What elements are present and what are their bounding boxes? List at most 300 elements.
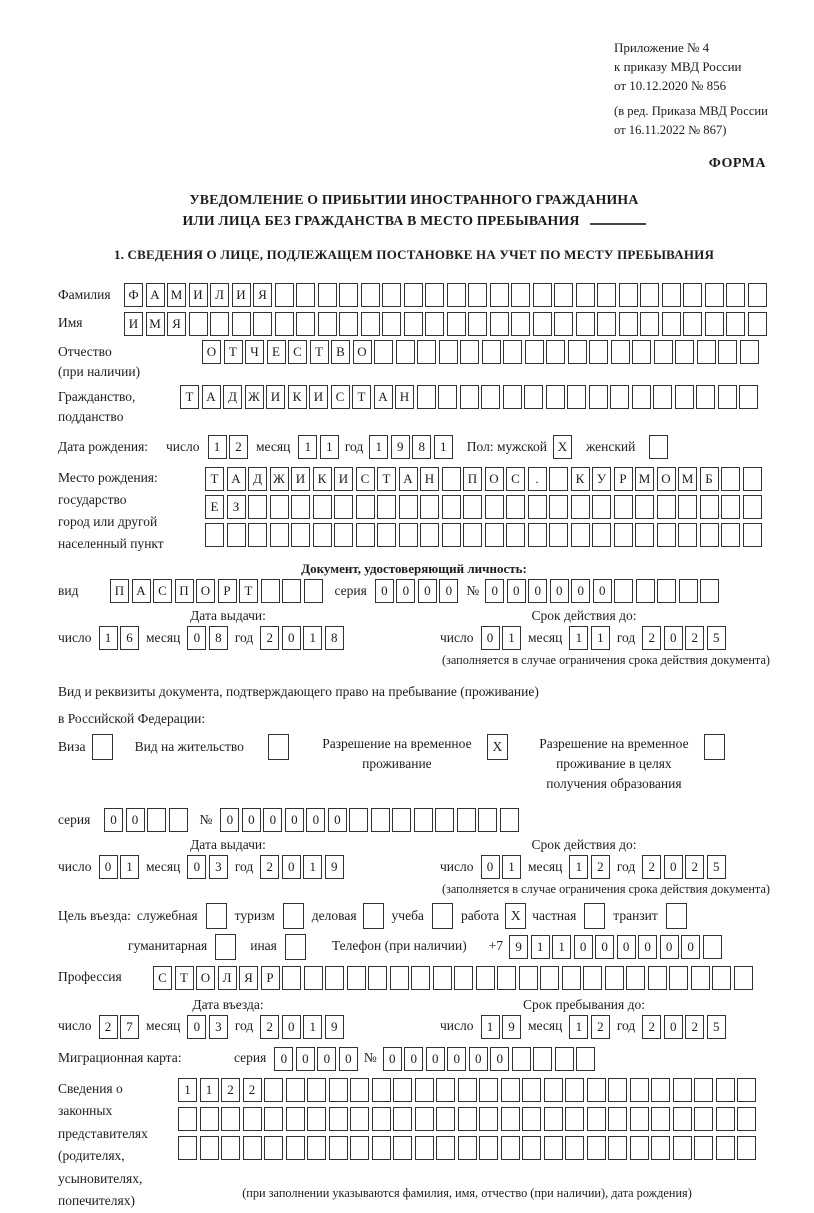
- sex-male-checkbox[interactable]: X: [553, 435, 572, 459]
- char-box[interactable]: П: [463, 467, 482, 491]
- char-box[interactable]: И: [309, 385, 328, 409]
- char-box[interactable]: Т: [224, 340, 243, 364]
- char-box[interactable]: 0: [664, 855, 683, 879]
- char-box[interactable]: [479, 1136, 498, 1160]
- char-box[interactable]: [417, 385, 436, 409]
- char-box[interactable]: 0: [418, 579, 437, 603]
- char-box[interactable]: [458, 1078, 477, 1102]
- char-box[interactable]: 2: [243, 1078, 262, 1102]
- char-box[interactable]: [675, 340, 694, 364]
- char-box[interactable]: [329, 1136, 348, 1160]
- char-box[interactable]: [587, 1136, 606, 1160]
- char-box[interactable]: [253, 312, 272, 336]
- char-box[interactable]: [619, 283, 638, 307]
- char-box[interactable]: [712, 966, 731, 990]
- char-box[interactable]: [522, 1078, 541, 1102]
- char-box[interactable]: [414, 808, 433, 832]
- char-box[interactable]: 1: [303, 1015, 322, 1039]
- char-box[interactable]: 3: [209, 855, 228, 879]
- char-box[interactable]: [282, 579, 301, 603]
- char-box[interactable]: [371, 808, 390, 832]
- char-box[interactable]: Е: [267, 340, 286, 364]
- char-box[interactable]: [442, 467, 461, 491]
- char-box[interactable]: 8: [412, 435, 431, 459]
- char-box[interactable]: [361, 283, 380, 307]
- char-box[interactable]: [522, 1136, 541, 1160]
- char-box[interactable]: [519, 966, 538, 990]
- char-box[interactable]: П: [110, 579, 129, 603]
- char-box[interactable]: [377, 495, 396, 519]
- char-box[interactable]: [350, 1136, 369, 1160]
- char-box[interactable]: [356, 523, 375, 547]
- char-box[interactable]: [415, 1136, 434, 1160]
- char-box[interactable]: 1: [481, 1015, 500, 1039]
- char-box[interactable]: Т: [239, 579, 258, 603]
- char-box[interactable]: 1: [552, 935, 571, 959]
- char-box[interactable]: [700, 495, 719, 519]
- char-box[interactable]: [718, 385, 737, 409]
- char-box[interactable]: [460, 340, 479, 364]
- char-box[interactable]: Я: [239, 966, 258, 990]
- char-box[interactable]: 0: [306, 808, 325, 832]
- char-box[interactable]: 2: [260, 855, 279, 879]
- char-box[interactable]: [349, 808, 368, 832]
- char-box[interactable]: [227, 523, 246, 547]
- char-box[interactable]: [549, 523, 568, 547]
- char-box[interactable]: Т: [377, 467, 396, 491]
- char-box[interactable]: [221, 1136, 240, 1160]
- char-box[interactable]: 0: [426, 1047, 445, 1071]
- char-box[interactable]: [447, 283, 466, 307]
- char-box[interactable]: [372, 1107, 391, 1131]
- char-box[interactable]: [481, 385, 500, 409]
- char-box[interactable]: [524, 385, 543, 409]
- char-box[interactable]: 1: [120, 855, 139, 879]
- char-box[interactable]: [528, 495, 547, 519]
- char-box[interactable]: [576, 312, 595, 336]
- char-box[interactable]: [635, 495, 654, 519]
- char-box[interactable]: 3: [209, 1015, 228, 1039]
- char-box[interactable]: Р: [261, 966, 280, 990]
- char-box[interactable]: [694, 1078, 713, 1102]
- char-box[interactable]: [619, 312, 638, 336]
- char-box[interactable]: 9: [325, 855, 344, 879]
- char-box[interactable]: [635, 523, 654, 547]
- char-box[interactable]: 0: [664, 626, 683, 650]
- char-box[interactable]: Б: [700, 467, 719, 491]
- char-box[interactable]: 0: [469, 1047, 488, 1071]
- char-box[interactable]: 9: [391, 435, 410, 459]
- char-box[interactable]: 1: [178, 1078, 197, 1102]
- char-box[interactable]: [511, 312, 530, 336]
- char-box[interactable]: 9: [509, 935, 528, 959]
- char-box[interactable]: [726, 283, 745, 307]
- char-box[interactable]: [350, 1078, 369, 1102]
- char-box[interactable]: М: [635, 467, 654, 491]
- char-box[interactable]: [329, 1078, 348, 1102]
- char-box[interactable]: 2: [591, 855, 610, 879]
- char-box[interactable]: Р: [218, 579, 237, 603]
- char-box[interactable]: [393, 1107, 412, 1131]
- char-box[interactable]: З: [227, 495, 246, 519]
- char-box[interactable]: [500, 808, 519, 832]
- char-box[interactable]: [565, 1107, 584, 1131]
- char-box[interactable]: [270, 523, 289, 547]
- char-box[interactable]: [296, 283, 315, 307]
- char-box[interactable]: 5: [707, 626, 726, 650]
- char-box[interactable]: [630, 1136, 649, 1160]
- char-box[interactable]: [571, 523, 590, 547]
- char-box[interactable]: [382, 283, 401, 307]
- char-box[interactable]: [533, 312, 552, 336]
- char-box[interactable]: [592, 495, 611, 519]
- char-box[interactable]: Д: [248, 467, 267, 491]
- char-box[interactable]: [651, 1078, 670, 1102]
- residence-permit-checkbox[interactable]: [268, 734, 289, 760]
- char-box[interactable]: [544, 1107, 563, 1131]
- char-box[interactable]: [703, 935, 722, 959]
- char-box[interactable]: 2: [221, 1078, 240, 1102]
- char-box[interactable]: [248, 523, 267, 547]
- char-box[interactable]: [286, 1078, 305, 1102]
- char-box[interactable]: [614, 579, 633, 603]
- char-box[interactable]: 7: [120, 1015, 139, 1039]
- char-box[interactable]: О: [196, 966, 215, 990]
- char-box[interactable]: [200, 1136, 219, 1160]
- char-box[interactable]: [232, 312, 251, 336]
- char-box[interactable]: В: [331, 340, 350, 364]
- char-box[interactable]: [325, 966, 344, 990]
- char-box[interactable]: И: [266, 385, 285, 409]
- char-box[interactable]: Т: [180, 385, 199, 409]
- char-box[interactable]: 2: [685, 855, 704, 879]
- char-box[interactable]: [567, 385, 586, 409]
- char-box[interactable]: 1: [303, 626, 322, 650]
- char-box[interactable]: У: [592, 467, 611, 491]
- char-box[interactable]: 2: [229, 435, 248, 459]
- char-box[interactable]: [490, 312, 509, 336]
- char-box[interactable]: К: [288, 385, 307, 409]
- char-box[interactable]: 0: [593, 579, 612, 603]
- char-box[interactable]: [417, 340, 436, 364]
- char-box[interactable]: 0: [485, 579, 504, 603]
- char-box[interactable]: И: [232, 283, 251, 307]
- char-box[interactable]: И: [189, 283, 208, 307]
- char-box[interactable]: 0: [282, 626, 301, 650]
- char-box[interactable]: [411, 966, 430, 990]
- char-box[interactable]: [614, 495, 633, 519]
- char-box[interactable]: Т: [352, 385, 371, 409]
- char-box[interactable]: 2: [591, 1015, 610, 1039]
- char-box[interactable]: [178, 1136, 197, 1160]
- char-box[interactable]: [611, 340, 630, 364]
- char-box[interactable]: 0: [404, 1047, 423, 1071]
- char-box[interactable]: [739, 385, 758, 409]
- char-box[interactable]: Е: [205, 495, 224, 519]
- char-box[interactable]: [697, 340, 716, 364]
- char-box[interactable]: [482, 340, 501, 364]
- char-box[interactable]: [460, 385, 479, 409]
- char-box[interactable]: [286, 1136, 305, 1160]
- char-box[interactable]: [576, 1047, 595, 1071]
- char-box[interactable]: 0: [396, 579, 415, 603]
- purpose-transit-checkbox[interactable]: [666, 903, 687, 929]
- char-box[interactable]: [512, 1047, 531, 1071]
- char-box[interactable]: [458, 1136, 477, 1160]
- char-box[interactable]: [501, 1107, 520, 1131]
- char-box[interactable]: [608, 1107, 627, 1131]
- char-box[interactable]: О: [657, 467, 676, 491]
- char-box[interactable]: 2: [642, 855, 661, 879]
- char-box[interactable]: [691, 966, 710, 990]
- char-box[interactable]: [291, 523, 310, 547]
- char-box[interactable]: [425, 283, 444, 307]
- char-box[interactable]: Н: [420, 467, 439, 491]
- char-box[interactable]: Я: [167, 312, 186, 336]
- char-box[interactable]: [264, 1078, 283, 1102]
- char-box[interactable]: [694, 1136, 713, 1160]
- char-box[interactable]: [721, 495, 740, 519]
- char-box[interactable]: О: [353, 340, 372, 364]
- char-box[interactable]: [716, 1136, 735, 1160]
- char-box[interactable]: 0: [681, 935, 700, 959]
- char-box[interactable]: [678, 523, 697, 547]
- char-box[interactable]: [243, 1107, 262, 1131]
- char-box[interactable]: С: [506, 467, 525, 491]
- char-box[interactable]: [339, 283, 358, 307]
- char-box[interactable]: 0: [104, 808, 123, 832]
- char-box[interactable]: [503, 385, 522, 409]
- char-box[interactable]: 1: [502, 626, 521, 650]
- char-box[interactable]: [587, 1107, 606, 1131]
- purpose-humanitarian-checkbox[interactable]: [215, 934, 236, 960]
- char-box[interactable]: С: [288, 340, 307, 364]
- char-box[interactable]: [597, 312, 616, 336]
- char-box[interactable]: 0: [383, 1047, 402, 1071]
- char-box[interactable]: [392, 808, 411, 832]
- char-box[interactable]: 1: [569, 626, 588, 650]
- char-box[interactable]: [587, 1078, 606, 1102]
- char-box[interactable]: 5: [707, 855, 726, 879]
- char-box[interactable]: [334, 523, 353, 547]
- char-box[interactable]: [318, 312, 337, 336]
- char-box[interactable]: [568, 340, 587, 364]
- temp-residence-education-checkbox[interactable]: [704, 734, 725, 760]
- char-box[interactable]: 0: [571, 579, 590, 603]
- char-box[interactable]: [329, 1107, 348, 1131]
- char-box[interactable]: Ч: [245, 340, 264, 364]
- char-box[interactable]: 1: [320, 435, 339, 459]
- char-box[interactable]: [576, 283, 595, 307]
- char-box[interactable]: 1: [434, 435, 453, 459]
- char-box[interactable]: [433, 966, 452, 990]
- char-box[interactable]: С: [153, 966, 172, 990]
- char-box[interactable]: [264, 1136, 283, 1160]
- char-box[interactable]: [169, 808, 188, 832]
- char-box[interactable]: [506, 523, 525, 547]
- char-box[interactable]: 0: [242, 808, 261, 832]
- char-box[interactable]: [669, 966, 688, 990]
- char-box[interactable]: [501, 1136, 520, 1160]
- char-box[interactable]: [261, 579, 280, 603]
- char-box[interactable]: [350, 1107, 369, 1131]
- char-box[interactable]: [438, 385, 457, 409]
- char-box[interactable]: [705, 312, 724, 336]
- char-box[interactable]: [726, 312, 745, 336]
- char-box[interactable]: [533, 1047, 552, 1071]
- char-box[interactable]: 1: [369, 435, 388, 459]
- char-box[interactable]: [404, 283, 423, 307]
- char-box[interactable]: 0: [660, 935, 679, 959]
- char-box[interactable]: [657, 579, 676, 603]
- char-box[interactable]: [511, 283, 530, 307]
- char-box[interactable]: 0: [574, 935, 593, 959]
- char-box[interactable]: 2: [260, 1015, 279, 1039]
- char-box[interactable]: 0: [595, 935, 614, 959]
- char-box[interactable]: [683, 312, 702, 336]
- char-box[interactable]: [546, 385, 565, 409]
- char-box[interactable]: [546, 340, 565, 364]
- purpose-official-checkbox[interactable]: [206, 903, 227, 929]
- char-box[interactable]: [468, 283, 487, 307]
- char-box[interactable]: 2: [685, 626, 704, 650]
- char-box[interactable]: [562, 966, 581, 990]
- char-box[interactable]: [478, 808, 497, 832]
- char-box[interactable]: 1: [531, 935, 550, 959]
- char-box[interactable]: 0: [507, 579, 526, 603]
- char-box[interactable]: [334, 495, 353, 519]
- char-box[interactable]: [716, 1107, 735, 1131]
- char-box[interactable]: С: [153, 579, 172, 603]
- char-box[interactable]: [544, 1078, 563, 1102]
- char-box[interactable]: [436, 1078, 455, 1102]
- char-box[interactable]: 0: [274, 1047, 293, 1071]
- char-box[interactable]: [610, 385, 629, 409]
- char-box[interactable]: [415, 1078, 434, 1102]
- char-box[interactable]: [608, 1078, 627, 1102]
- char-box[interactable]: [737, 1078, 756, 1102]
- char-box[interactable]: [393, 1136, 412, 1160]
- char-box[interactable]: [458, 1107, 477, 1131]
- char-box[interactable]: 1: [208, 435, 227, 459]
- purpose-study-checkbox[interactable]: [432, 903, 453, 929]
- char-box[interactable]: А: [146, 283, 165, 307]
- char-box[interactable]: [544, 1136, 563, 1160]
- char-box[interactable]: [748, 283, 767, 307]
- char-box[interactable]: 0: [490, 1047, 509, 1071]
- char-box[interactable]: Т: [175, 966, 194, 990]
- char-box[interactable]: [393, 1078, 412, 1102]
- char-box[interactable]: [318, 283, 337, 307]
- char-box[interactable]: И: [291, 467, 310, 491]
- char-box[interactable]: [662, 312, 681, 336]
- char-box[interactable]: 8: [209, 626, 228, 650]
- char-box[interactable]: С: [331, 385, 350, 409]
- char-box[interactable]: [589, 340, 608, 364]
- char-box[interactable]: 0: [282, 855, 301, 879]
- char-box[interactable]: 0: [528, 579, 547, 603]
- char-box[interactable]: [361, 312, 380, 336]
- char-box[interactable]: [339, 312, 358, 336]
- char-box[interactable]: Н: [395, 385, 414, 409]
- char-box[interactable]: [347, 966, 366, 990]
- char-box[interactable]: [565, 1078, 584, 1102]
- char-box[interactable]: Т: [310, 340, 329, 364]
- char-box[interactable]: [632, 340, 651, 364]
- char-box[interactable]: [673, 1107, 692, 1131]
- char-box[interactable]: [743, 467, 762, 491]
- char-box[interactable]: [673, 1078, 692, 1102]
- char-box[interactable]: [675, 385, 694, 409]
- char-box[interactable]: [630, 1078, 649, 1102]
- char-box[interactable]: [485, 495, 504, 519]
- char-box[interactable]: [743, 495, 762, 519]
- char-box[interactable]: [296, 312, 315, 336]
- char-box[interactable]: Ж: [270, 467, 289, 491]
- char-box[interactable]: А: [202, 385, 221, 409]
- char-box[interactable]: [447, 312, 466, 336]
- char-box[interactable]: [442, 495, 461, 519]
- char-box[interactable]: [404, 312, 423, 336]
- char-box[interactable]: 6: [120, 626, 139, 650]
- char-box[interactable]: 2: [642, 626, 661, 650]
- char-box[interactable]: [540, 966, 559, 990]
- char-box[interactable]: [415, 1107, 434, 1131]
- char-box[interactable]: [528, 523, 547, 547]
- char-box[interactable]: 9: [502, 1015, 521, 1039]
- char-box[interactable]: [382, 312, 401, 336]
- char-box[interactable]: О: [196, 579, 215, 603]
- char-box[interactable]: 1: [502, 855, 521, 879]
- char-box[interactable]: [372, 1136, 391, 1160]
- char-box[interactable]: [662, 283, 681, 307]
- char-box[interactable]: [640, 312, 659, 336]
- char-box[interactable]: 0: [126, 808, 145, 832]
- char-box[interactable]: [396, 340, 415, 364]
- char-box[interactable]: М: [167, 283, 186, 307]
- char-box[interactable]: 0: [439, 579, 458, 603]
- char-box[interactable]: [630, 1107, 649, 1131]
- char-box[interactable]: [307, 1107, 326, 1131]
- char-box[interactable]: 1: [200, 1078, 219, 1102]
- char-box[interactable]: 2: [99, 1015, 118, 1039]
- char-box[interactable]: [282, 966, 301, 990]
- char-box[interactable]: [490, 283, 509, 307]
- char-box[interactable]: 0: [617, 935, 636, 959]
- char-box[interactable]: [737, 1107, 756, 1131]
- char-box[interactable]: [678, 495, 697, 519]
- char-box[interactable]: [476, 966, 495, 990]
- char-box[interactable]: [304, 579, 323, 603]
- char-box[interactable]: [439, 340, 458, 364]
- char-box[interactable]: [497, 966, 516, 990]
- char-box[interactable]: [651, 1136, 670, 1160]
- char-box[interactable]: 0: [187, 855, 206, 879]
- char-box[interactable]: 0: [285, 808, 304, 832]
- char-box[interactable]: [636, 579, 655, 603]
- char-box[interactable]: А: [227, 467, 246, 491]
- char-box[interactable]: 1: [569, 855, 588, 879]
- char-box[interactable]: [286, 1107, 305, 1131]
- char-box[interactable]: Ф: [124, 283, 143, 307]
- char-box[interactable]: [700, 523, 719, 547]
- char-box[interactable]: 0: [220, 808, 239, 832]
- char-box[interactable]: 0: [328, 808, 347, 832]
- char-box[interactable]: [583, 966, 602, 990]
- char-box[interactable]: 0: [550, 579, 569, 603]
- char-box[interactable]: [696, 385, 715, 409]
- sex-female-checkbox[interactable]: [649, 435, 668, 459]
